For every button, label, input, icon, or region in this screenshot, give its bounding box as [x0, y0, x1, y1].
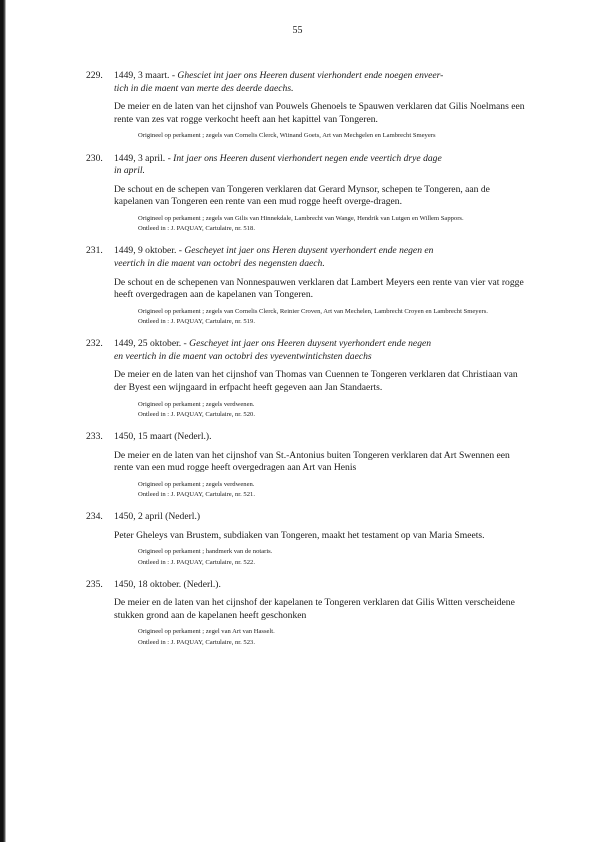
- entry-quote-continuation: in april.: [114, 165, 145, 177]
- reference-text: Ontleed in : J. PAQUAY, Cartulaire, nr. 521.: [138, 490, 255, 498]
- entry-heading: [86, 579, 526, 592]
- entry-summary: De meier en de laten van het cijnshof der kapelanen te Tongeren verklaren dat Gilis Witten verscheidene stukken grond aan de kapelanen heeft geschonken: [114, 597, 515, 621]
- entry-source: Origineel op perkament ; handmerk van de notaris.: [138, 548, 273, 556]
- entry-reference: [86, 224, 526, 233]
- entry-reference: [86, 410, 526, 419]
- reference-text: Ontleed in : J. PAQUAY, Cartulaire, nr. 522.: [138, 558, 255, 566]
- entry-233: [86, 431, 526, 499]
- entry-separator: -: [165, 152, 174, 164]
- entry-quote-continuation: tich in die maent van merte des deerde daechs.: [114, 82, 294, 94]
- entry-heading: [86, 245, 526, 270]
- entry-summary: De schout en de schepen van Tongeren verklaren dat Gerard Mynsor, schepen te Tongeren, aan de kapelanen van Tongeren een rente van een mud rogge heeft overge-dragen.: [114, 183, 490, 208]
- entry-reference: [86, 317, 526, 326]
- entry-heading: [86, 338, 526, 363]
- entry-number: 230.: [86, 152, 103, 164]
- reference-text: Ontleed in : J. PAQUAY, Cartulaire, nr. 518.: [138, 225, 255, 233]
- entry-232: [86, 338, 526, 419]
- entry-source: Origineel op perkament ; zegel van Art van Hasselt.: [138, 628, 275, 636]
- register-entries: [86, 70, 526, 659]
- entry-reference: [86, 638, 526, 647]
- entry-reference: [86, 558, 526, 567]
- entry-234: [86, 511, 526, 567]
- entry-heading: [86, 70, 526, 95]
- entry-231: [86, 245, 526, 326]
- entry-quote-continuation: veertich in die maent van octobri des negensten daech.: [114, 257, 325, 269]
- reference-text: Ontleed in : J. PAQUAY, Cartulaire, nr. 523.: [138, 638, 255, 646]
- entry-summary: De meier en de laten van het cijnshof van Pouwels Ghenoels te Spauwen verklaren dat Gilis Noelmans een rente van zes vat rogge verkocht heeft aan het kapittel van Tongeren.: [114, 101, 525, 125]
- entry-summary: De meier en de laten van het cijnshof van Thomas van Cuennen te Tongeren verklaren dat Christiaan van der Byest een wijngaard in erfpacht heeft gegeven aan Jan Standaerts.: [114, 369, 518, 393]
- reference-text: Ontleed in : J. PAQUAY, Cartulaire, nr. 520.: [138, 410, 255, 418]
- entry-quote-continuation: en veertich in die maent van octobri des vyeventwintichsten daechs: [114, 350, 372, 362]
- entry-date: 1450, 2 april (Nederl.): [114, 511, 201, 523]
- entry-summary: De schout en de schepenen van Nonnespauwen verklaren dat Lambert Meyers een rente van vier vat rogge heeft overgedragen aan de kapelanen van Tongeren.: [114, 276, 524, 301]
- entry-number: 229.: [86, 70, 103, 81]
- entry-quote: Ghesciet int jaer ons Heeren dusent vierhondert ende noegen enveer-: [177, 70, 444, 81]
- entry-separator: -: [169, 70, 178, 81]
- entry-number: 232.: [86, 338, 103, 350]
- entry-source: Origineel op perkament ; zegels verdwenen.: [138, 480, 255, 488]
- entry-number: 235.: [86, 578, 103, 590]
- entry-reference: [86, 490, 526, 499]
- entry-number: 234.: [86, 511, 103, 523]
- entry-heading: [86, 153, 526, 178]
- entry-date: 1449, 25 oktober.: [114, 338, 182, 350]
- entry-number: 231.: [86, 245, 103, 257]
- entry-separator: -: [176, 245, 185, 257]
- entry-quote: Int jaer ons Heeren dusent vierhondert negen ende veertich drye dage: [173, 152, 442, 164]
- entry-heading: [86, 511, 526, 524]
- entry-source: Origineel op perkament ; zegels van Gilis van Hinnekdale, Lambrecht van Wange, Hendrik van Lutgen en Willem Sappors.: [138, 214, 464, 222]
- entry-separator: -: [181, 338, 190, 350]
- entry-date: 1450, 18 oktober. (Nederl.).: [114, 578, 221, 590]
- entry-number: 233.: [86, 430, 103, 442]
- entry-heading: [86, 431, 526, 444]
- entry-date: 1449, 9 oktober.: [114, 245, 177, 257]
- page-number: 55: [292, 25, 303, 36]
- entry-quote: Gescheyet int jaer ons Heren duysent vyerhondert ende negen en: [184, 245, 434, 257]
- entry-235: [86, 579, 526, 647]
- entry-date: 1449, 3 maart.: [114, 70, 170, 81]
- entry-source: Origineel op perkament ; zegels van Cornelis Clerck, Reinier Croven, Art van Mechelen, Lambrecht Croyen en Lambrecht Smeyers.: [138, 307, 488, 315]
- scan-edge-shadow: [0, 0, 6, 842]
- entry-date: 1449, 3 april.: [114, 152, 166, 164]
- entry-summary: Peter Gheleys van Brustem, subdiaken van Tongeren, maakt het testament op van Maria Smeets.: [114, 529, 485, 541]
- entry-source: Origineel op perkament ; zegels van Cornelis Clerck, Wiinand Goets, Art van Mechgelen en Lambrecht Smeyers: [138, 132, 436, 140]
- entry-quote: Gescheyet int jaer ons Heeren duysent vyerhondert ende negen: [189, 338, 432, 350]
- entry-date: 1450, 15 maart (Nederl.).: [114, 430, 212, 442]
- entry-source: Origineel op perkament ; zegels verdwenen.: [138, 400, 255, 408]
- reference-text: Ontleed in : J. PAQUAY, Cartulaire, nr. 519.: [138, 317, 255, 325]
- entry-230: [86, 153, 526, 234]
- entry-summary: De meier en de laten van het cijnshof van St.-Antonius buiten Tongeren verklaren dat Art Swennen een rente van een mud rogge heeft overgedragen aan Art van Henis: [114, 449, 510, 474]
- entry-229: [86, 70, 526, 141]
